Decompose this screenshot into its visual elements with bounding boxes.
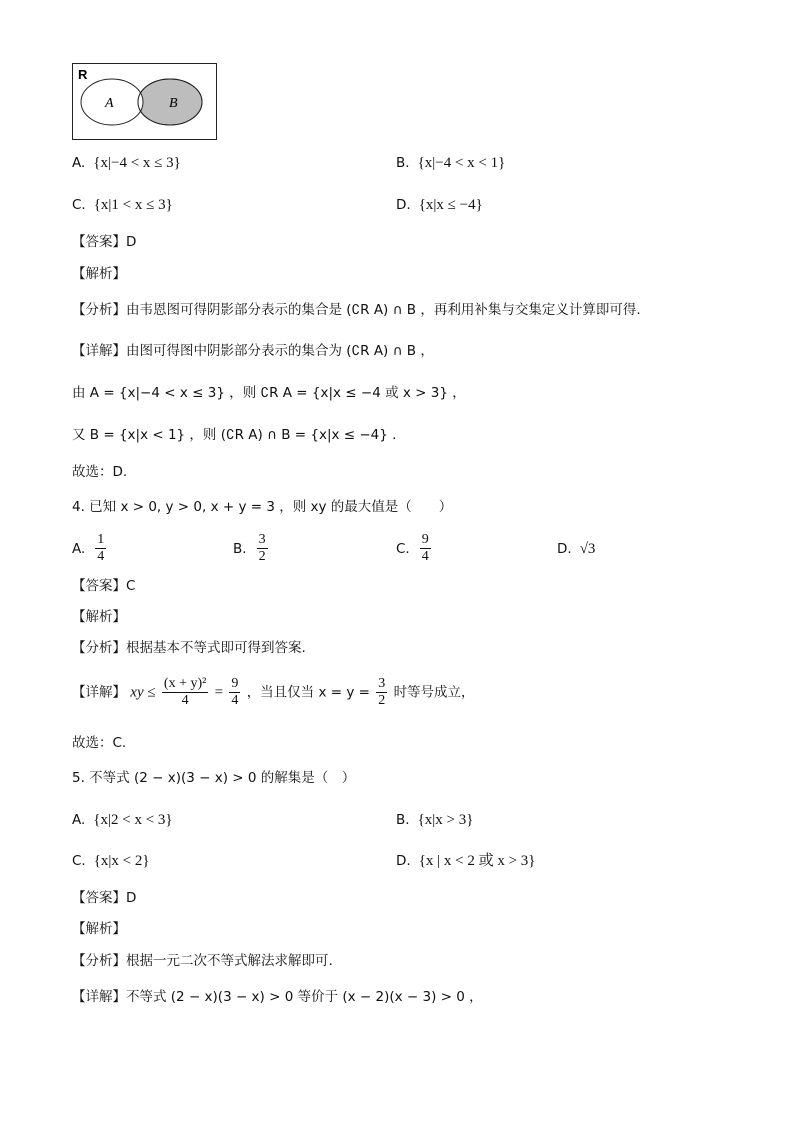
q4-xj-fraction-1 (162, 676, 208, 709)
q4-xj-fraction-2 (229, 676, 240, 709)
q3-option-b-text: {x|−4 < x < 1} (417, 155, 506, 171)
q3-option-d-label: D. (396, 197, 411, 213)
q4-option-b-fraction (257, 532, 268, 565)
q5-option-a-label: A. (72, 812, 86, 828)
q4-option-c-label: C. (396, 540, 410, 557)
venn-diagram (72, 63, 218, 141)
venn-set-b-label: B (169, 96, 178, 111)
q5-option-c-text: {x|x < 2} (93, 853, 150, 869)
venn-universe-label: R (78, 67, 88, 82)
q5-xiangjie (72, 987, 483, 1007)
q4-xj-eq: = (214, 684, 224, 701)
q5-fenxi (72, 951, 333, 971)
q4-option-a-label: A. (72, 540, 86, 557)
q4-option-c-numerator: 9 (421, 532, 429, 547)
q4-option-c-denominator: 4 (421, 549, 429, 564)
q5-option-c-label: C. (72, 853, 86, 869)
q4-xiangjie (72, 676, 475, 709)
q5-option-d-label: D. (396, 853, 411, 869)
q4-fenxi-text: 根据基本不等式即可得到答案. (126, 640, 306, 656)
q3-answer (72, 232, 136, 252)
q4-answer-value: C (126, 578, 136, 594)
q5-xiangjie-tag: 【详解】 (72, 989, 126, 1005)
venn-set-a-label: A (105, 96, 114, 111)
q4-option-b-denominator: 2 (258, 549, 266, 564)
q3-option-c-label: C. (72, 197, 86, 213)
q5-stem: 5. 不等式 (2 − x)(3 − x) > 0 的解集是（ ） (72, 770, 356, 786)
q4-conclusion: 故选：C. (72, 735, 127, 751)
q4-xj-fraction-3-num: 3 (378, 676, 386, 691)
q3-solution-line-3: 又 B = {x|x < 1} ，则 (∁R A) ∩ B = {x|x ≤ −4} . (72, 427, 397, 443)
q5-option-b[interactable] (396, 810, 473, 830)
q3-fenxi (72, 300, 641, 320)
q3-option-a[interactable] (72, 153, 181, 173)
q4-option-b[interactable] (233, 532, 270, 565)
q3-answer-tag: 【答案】 (72, 234, 126, 250)
q4-answer (72, 576, 135, 596)
q5-option-c[interactable] (72, 851, 150, 871)
q3-xiangjie (72, 341, 434, 361)
q3-fenxi-text: 由韦恩图可得阴影部分表示的集合是 (∁R A) ∩ B ，再利用补集与交集定义计算即可得. (126, 302, 641, 318)
q4-option-d[interactable] (557, 539, 595, 559)
q3-conclusion: 故选：D. (72, 464, 128, 480)
q5-fenxi-text: 根据一元二次不等式解法求解即可. (126, 953, 333, 969)
q4-option-b-numerator: 3 (258, 532, 266, 547)
q5-xiangjie-text: 不等式 (2 − x)(3 − x) > 0 等价于 (x − 2)(x − 3) > 0 ， (126, 989, 483, 1005)
q4-xj-fraction-3-den: 2 (378, 693, 386, 708)
q4-stem: 4. 已知 x > 0, y > 0, x + y = 3 ，则 xy 的最大值是（ ） (72, 499, 453, 515)
q5-option-d[interactable] (396, 851, 536, 871)
q4-xj-left: xy ≤ (130, 684, 156, 701)
q4-xiangjie-tag: 【详解】 (72, 684, 126, 701)
q3-answer-value: D (126, 234, 137, 250)
q4-xj-fraction-2-num: 9 (231, 676, 239, 691)
q4-xj-fraction-2-den: 4 (231, 693, 239, 708)
q4-option-d-label: D. (557, 541, 572, 557)
q5-answer-tag: 【答案】 (72, 890, 126, 906)
q4-fenxi (72, 638, 306, 658)
q5-answer (72, 888, 136, 908)
q5-option-a[interactable] (72, 810, 173, 830)
q4-xj-fraction-1-num: (x + y)² (163, 676, 207, 691)
q4-option-a-denominator: 4 (97, 549, 105, 564)
q4-xj-end: 时等号成立， (393, 684, 475, 701)
q4-jiexi-heading: 【解析】 (72, 609, 126, 625)
q4-answer-tag: 【答案】 (72, 578, 126, 594)
q5-option-a-text: {x|2 < x < 3} (93, 812, 173, 828)
q3-xiangjie-tag: 【详解】 (72, 343, 126, 359)
q4-fenxi-tag: 【分析】 (72, 640, 126, 656)
q4-xj-fraction-1-den: 4 (181, 693, 189, 708)
q4-xj-mid: ，当且仅当 x = y = (246, 684, 370, 701)
q3-option-c-text: {x|1 < x ≤ 3} (93, 197, 173, 213)
q3-option-b[interactable] (396, 153, 505, 173)
q3-option-a-text: {x|−4 < x ≤ 3} (93, 155, 181, 171)
q4-xj-fraction-3 (376, 676, 387, 709)
q5-fenxi-tag: 【分析】 (72, 953, 126, 969)
q3-option-d-text: {x|x ≤ −4} (418, 197, 483, 213)
q4-option-c-fraction (420, 532, 431, 565)
q4-option-a-fraction (95, 532, 106, 565)
q3-solution-line-2: 由 A = {x|−4 < x ≤ 3} ，则 ∁R A = {x|x ≤ −4 或 x > 3} ， (72, 385, 466, 401)
q3-fenxi-tag: 【分析】 (72, 302, 126, 318)
q4-option-b-label: B. (233, 540, 247, 557)
q3-option-b-label: B. (396, 155, 410, 171)
q5-option-b-text: {x|x > 3} (417, 812, 474, 828)
q3-jiexi-heading: 【解析】 (72, 266, 126, 282)
q5-option-b-label: B. (396, 812, 410, 828)
q4-option-a-numerator: 1 (97, 532, 105, 547)
q3-option-d[interactable] (396, 195, 483, 215)
q3-option-a-label: A. (72, 155, 86, 171)
q3-option-c[interactable] (72, 195, 173, 215)
q3-xiangjie-text: 由图可得图中阴影部分表示的集合为 (∁R A) ∩ B ， (126, 343, 434, 359)
q4-option-d-text: √3 (579, 541, 596, 557)
q5-answer-value: D (126, 890, 137, 906)
q4-option-a[interactable] (72, 532, 108, 565)
q4-option-c[interactable] (396, 532, 433, 565)
q5-jiexi-heading: 【解析】 (72, 921, 126, 937)
q5-option-d-text: {x | x < 2 或 x > 3} (418, 853, 536, 869)
